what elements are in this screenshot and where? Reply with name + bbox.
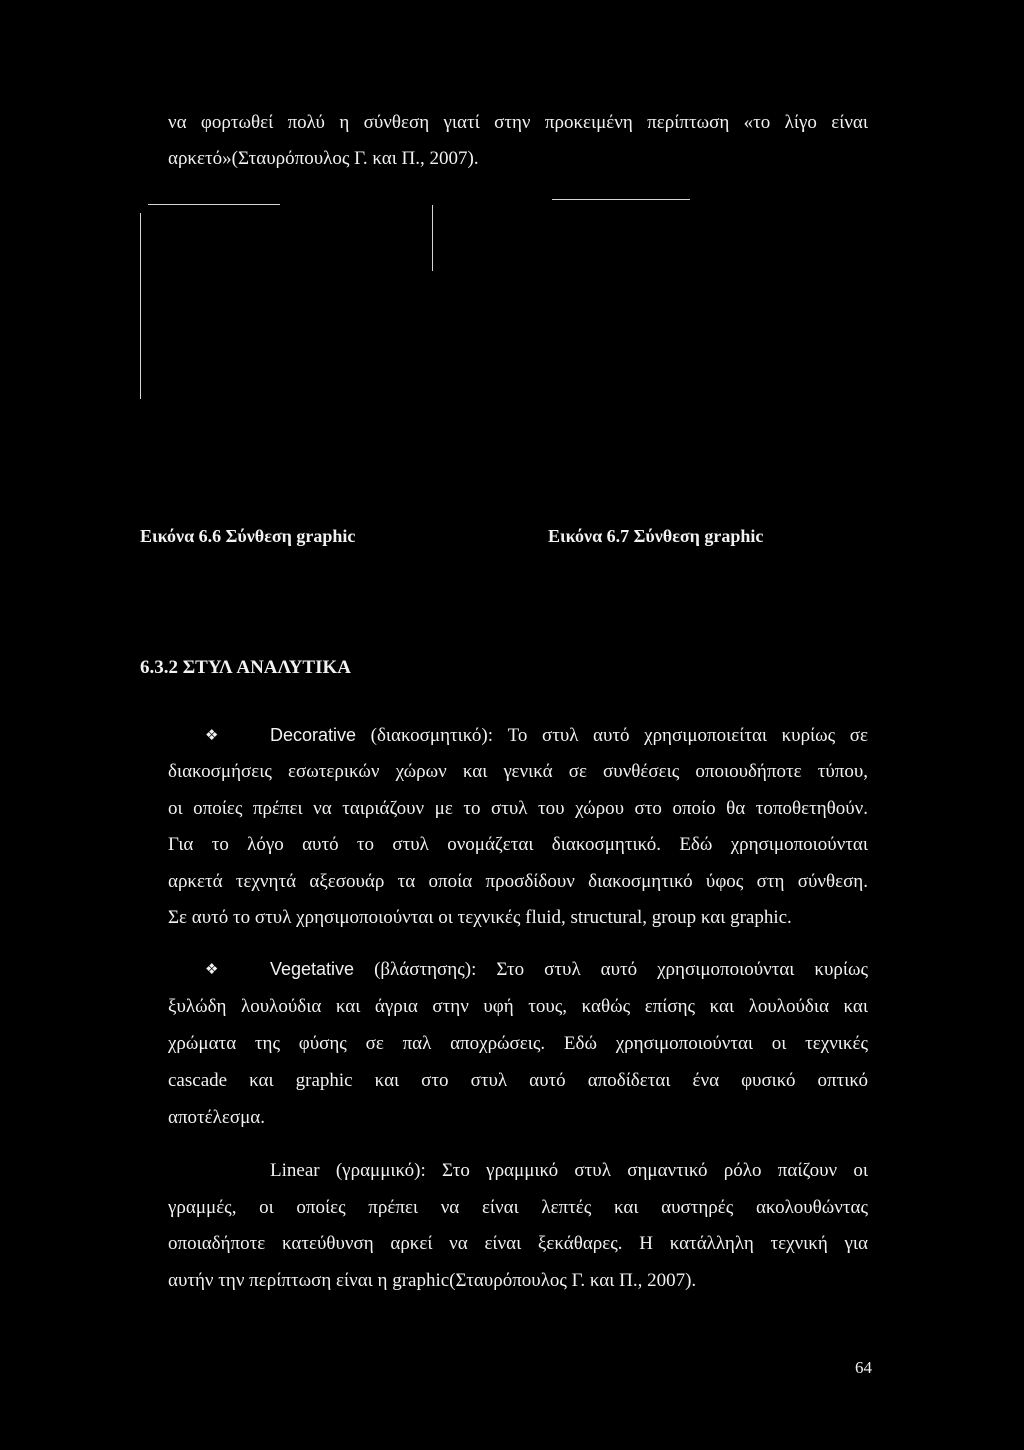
- text-line: οποιαδήποτε κατεύθυνση αρκεί να είναι ξεκάθαρες. Η κατάλληλη τεχνική για: [168, 1233, 868, 1255]
- text-line: να φορτωθεί πολύ η σύνθεση γιατί στην προκειμένη περίπτωση «το λίγο είναι: [168, 112, 868, 133]
- text-line: γραμμές, οι οποίες πρέπει να είναι λεπτές και αυστηρές ακολουθώντας: [168, 1196, 868, 1218]
- text-line: Σε αυτό το στυλ χρησιμοποιούνται οι τεχνικές fluid, structural, group και graphic.: [168, 907, 792, 929]
- figure-6-6-image: [140, 200, 440, 410]
- bullet-icon: ❖: [205, 960, 219, 978]
- text-line: cascade και graphic και στο στυλ αυτό αποδίδεται ένα φυσικό οπτικό: [168, 1070, 868, 1091]
- figure-6-7-image: [548, 195, 848, 405]
- frame-border-line: [140, 213, 141, 399]
- style-definition: (γραμμικό): Στο γραμμικό στυλ σημαντικό ρόλο παίζουν οι: [335, 1160, 868, 1181]
- text-line: ξυλώδη λουλούδια και άγρια στην υφή τους, καθώς επίσης και λουλούδια και: [168, 996, 868, 1017]
- text-line: αρκετό»(Σταυρόπουλος Γ. και Π., 2007).: [168, 148, 479, 169]
- bullet-icon: ❖: [205, 726, 219, 744]
- style-item-decorative: [168, 717, 868, 936]
- text-line: [270, 717, 868, 754]
- frame-border-line: [148, 204, 280, 205]
- page-number: 64: [855, 1358, 872, 1377]
- text-line: αυτήν την περίπτωση είναι η graphic(Σταυρόπουλος Γ. και Π., 2007).: [168, 1270, 697, 1292]
- text-line: [270, 951, 868, 988]
- frame-border-line: [552, 199, 690, 200]
- intro-paragraph: [168, 105, 868, 177]
- style-term: Linear: [270, 1160, 320, 1181]
- style-item-vegetative: [168, 951, 868, 1136]
- text-line: αρκετά τεχνητά αξεσουάρ τα οποία προσδίδουν διακοσμητικό ύφος στη σύνθεση.: [168, 870, 868, 892]
- text-line: οι οποίες πρέπει να ταιριάζουν με το στυλ του χώρου στο οποίο θα τοποθετηθούν.: [168, 797, 868, 819]
- text-line: χρώματα της φύσης σε παλ αποχρώσεις. Εδώ χρησιμοποιούνται οι τεχνικές: [168, 1033, 868, 1054]
- style-definition: (βλάστησης): Στο στυλ αυτό χρησιμοποιούνται κυρίως: [374, 959, 868, 980]
- style-term: Vegetative: [270, 959, 355, 979]
- figure-caption: Εικόνα 6.7 Σύνθεση graphic: [548, 526, 764, 546]
- text-line: Για το λόγο αυτό το στυλ ονομάζεται διακοσμητικό. Εδώ χρησιμοποιούνται: [168, 834, 868, 856]
- text-line: [270, 1153, 868, 1190]
- text-line: διακοσμήσεις εσωτερικών χώρων και γενικά σε συνθέσεις οποιουδήποτε τύπου,: [168, 761, 868, 783]
- style-item-linear: [168, 1153, 868, 1300]
- text-line: αποτέλεσμα.: [168, 1107, 265, 1128]
- section-heading: 6.3.2 ΣΤΥΛ ΑΝΑΛΥΤΙΚΑ: [140, 657, 351, 678]
- style-definition: (διακοσμητικό): Το στυλ αυτό χρησιμοποιείται κυρίως σε: [370, 725, 869, 746]
- style-term: Decorative: [270, 725, 357, 745]
- frame-border-line: [432, 205, 433, 271]
- figure-caption: Εικόνα 6.6 Σύνθεση graphic: [140, 526, 356, 546]
